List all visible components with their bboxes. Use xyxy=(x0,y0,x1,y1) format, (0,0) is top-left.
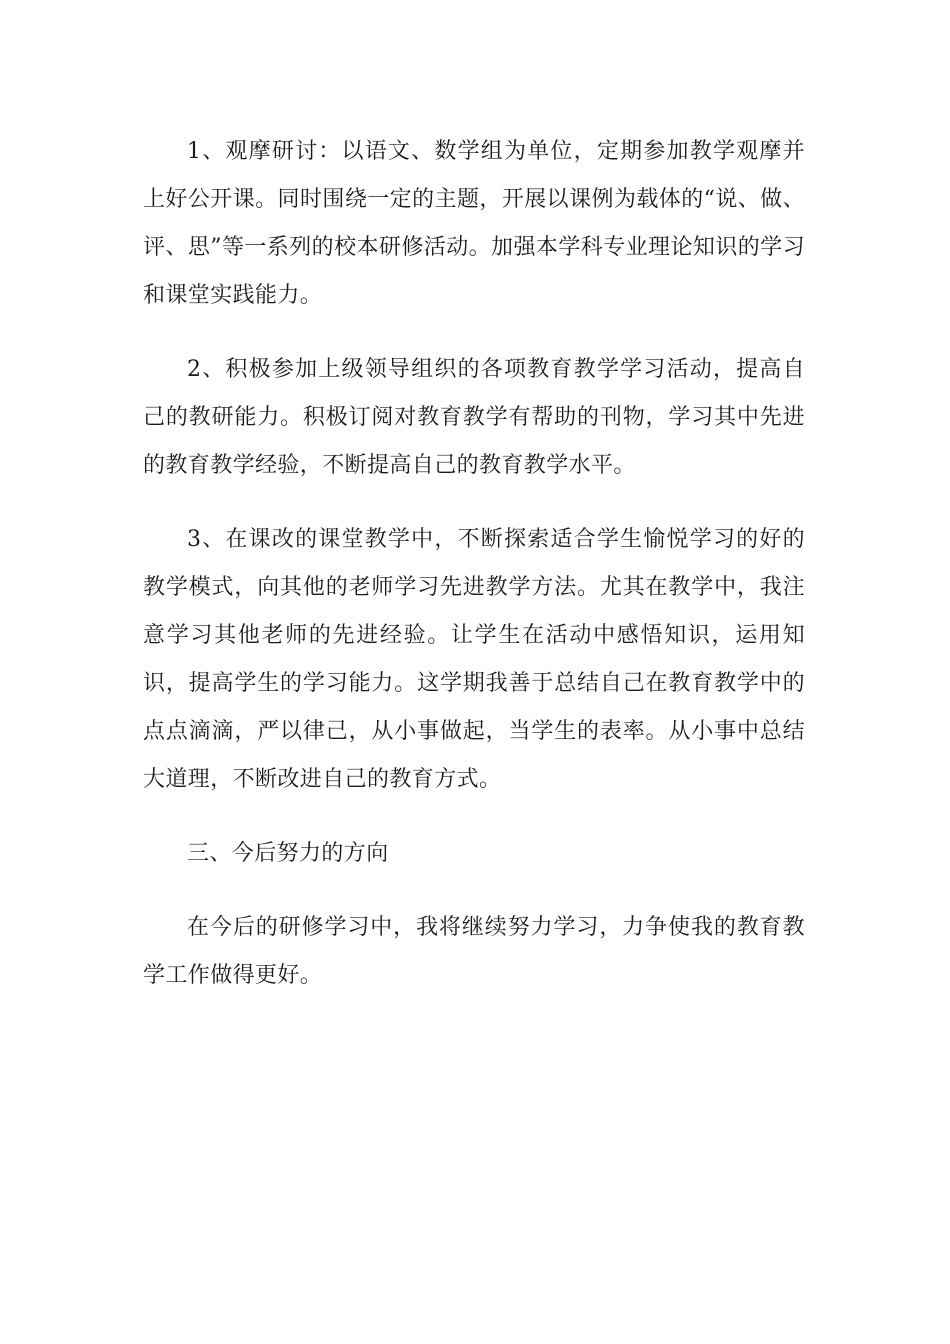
paragraph-observation-research: 1、观摩研讨：以语文、数学组为单位，定期参加教学观摩并上好公开课。同时围绕一定的主题，开展以课例为载体的“说、做、评、思”等一系列的校本研修活动。加强本学科专业理论知识的学习和课堂实践能力。 xyxy=(143,139,805,308)
paragraph-closing: 在今后的研修学习中，我将继续努力学习，力争使我的教育教学工作做得更好。 xyxy=(143,915,805,988)
document-body xyxy=(143,128,805,1000)
paragraph-curriculum-reform: 3、在课改的课堂教学中，不断探索适合学生愉悦学习的好的教学模式，向其他的老师学习先进教学方法。尤其在教学中，我注意学习其他老师的先进经验。让学生在活动中感悟知识，运用知识，提高学生的学习能力。这学期我善于总结自己在教育教学中的点点滴滴，严以律己，从小事做起，当学生的表率。从小事中总结大道理，不断改进自己的教育方式。 xyxy=(143,527,805,792)
paragraph-teaching-activities: 2、积极参加上级领导组织的各项教育教学学习活动，提高自己的教研能力。积极订阅对教育教学有帮助的刊物，学习其中先进的教育教学经验，不断提高自己的教育教学水平。 xyxy=(143,357,805,478)
section-heading-future-direction: 三、今后努力的方向 xyxy=(187,841,389,866)
